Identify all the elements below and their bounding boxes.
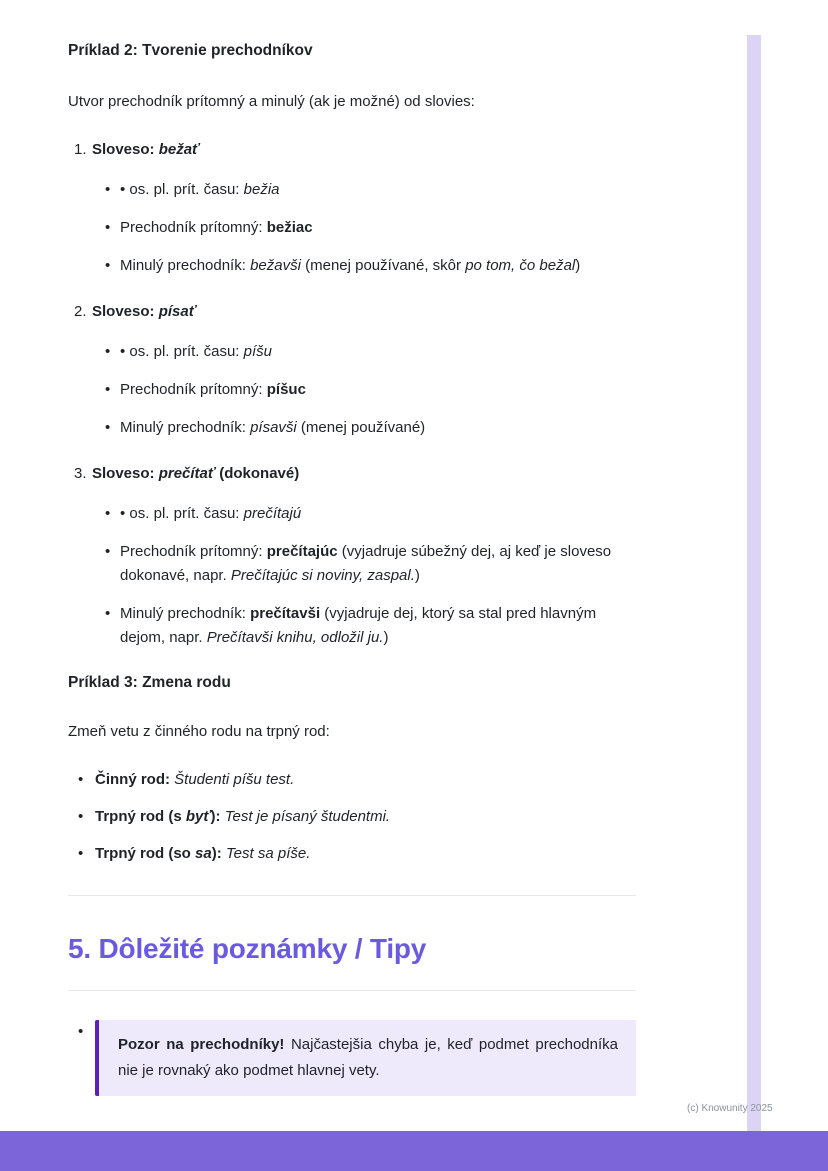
- item-title: Sloveso: písať: [92, 303, 196, 320]
- callout-text: Pozor na prechodníky! Najčastejšia chyba je, keď podmet prechodníka nie je rovnaký ako podmet hlavnej vety.: [118, 1036, 618, 1079]
- bullet-icon: •: [105, 543, 111, 560]
- item-number: 2.: [74, 303, 87, 320]
- callout-box: [95, 1020, 636, 1096]
- callout-row: [68, 1020, 636, 1096]
- item-number: 1.: [74, 141, 87, 158]
- list-item: [68, 768, 636, 792]
- sub-item: [68, 254, 636, 278]
- bullet-icon: •: [105, 343, 111, 360]
- sub-item-text: Minulý prechodník: prečítavši (vyjadruje dej, ktorý sa stal pred hlavným dejom, napr. Prečítavši knihu, odložil ju.): [120, 605, 597, 646]
- numbered-item: [68, 462, 636, 486]
- bullet-icon: •: [105, 181, 111, 198]
- example2-heading: Príklad 2: Tvorenie prechodníkov: [68, 42, 313, 59]
- bullet-icon: •: [105, 605, 111, 622]
- numbered-item: [68, 300, 636, 324]
- bullet-icon: •: [78, 845, 84, 862]
- sub-item: [68, 540, 636, 588]
- example2-intro: Utvor prechodník prítomný a minulý (ak je možné) od slovies:: [68, 93, 475, 110]
- section-divider: [68, 895, 636, 896]
- sub-list: [68, 178, 636, 278]
- sub-list: [68, 340, 636, 440]
- sub-item: [68, 378, 636, 402]
- item-title: Sloveso: prečítať (dokonavé): [92, 465, 300, 482]
- sub-item: [68, 602, 636, 650]
- bullet-icon: •: [105, 505, 111, 522]
- sub-item: [68, 340, 636, 364]
- section5-heading: 5. Dôležité poznámky / Tipy: [68, 933, 427, 964]
- sub-list: [68, 502, 636, 650]
- item-title: Sloveso: bežať: [92, 141, 200, 158]
- sub-item-text: Prechodník prítomný: prečítajúc (vyjadruje súbežný dej, aj keď je sloveso dokonavé, napr. Prečítajúc si noviny, zaspal.): [120, 543, 612, 584]
- list-item-text: Činný rod: Študenti píšu test.: [95, 771, 295, 788]
- sub-item-text: Prechodník prítomný: píšuc: [120, 381, 306, 398]
- bullet-list: [68, 768, 636, 866]
- bullet-icon: •: [105, 219, 111, 236]
- sub-item-text: • os. pl. prít. času: prečítajú: [120, 505, 302, 522]
- sub-item-text: • os. pl. prít. času: bežia: [120, 181, 280, 198]
- sub-item-text: Prechodník prítomný: bežiac: [120, 219, 313, 236]
- sub-item-text: Minulý prechodník: písavši (menej používané): [120, 419, 426, 436]
- sub-item: [68, 416, 636, 440]
- example3-intro: Zmeň vetu z činného rodu na trpný rod:: [68, 723, 330, 740]
- numbered-item: [68, 138, 636, 162]
- example3-heading: Príklad 3: Zmena rodu: [68, 674, 231, 691]
- bullet-icon: •: [78, 808, 84, 825]
- sub-item-text: Minulý prechodník: bežavši (menej používané, skôr po tom, čo bežal): [120, 257, 581, 274]
- sub-item-text: • os. pl. prít. času: píšu: [120, 343, 272, 360]
- sub-item: [68, 216, 636, 240]
- footer-credit: (c) Knowunity 2025: [687, 1103, 773, 1114]
- bottom-bar: [0, 1131, 828, 1171]
- bullet-icon: •: [105, 257, 111, 274]
- document-content: [68, 40, 636, 1171]
- list-item: [68, 805, 636, 829]
- page-edge-strip: [747, 35, 761, 1131]
- bullet-icon: •: [78, 771, 84, 788]
- bullet-icon: •: [78, 1023, 84, 1040]
- section-divider: [68, 990, 636, 991]
- list-item-text: Trpný rod (so sa): Test sa píše.: [95, 845, 311, 862]
- bullet-icon: •: [105, 419, 111, 436]
- sub-item: [68, 178, 636, 202]
- bullet-icon: •: [105, 381, 111, 398]
- numbered-list: [68, 138, 636, 650]
- item-number: 3.: [74, 465, 87, 482]
- sub-item: [68, 502, 636, 526]
- list-item: [68, 842, 636, 866]
- list-item-text: Trpný rod (s byť): Test je písaný študentmi.: [95, 808, 391, 825]
